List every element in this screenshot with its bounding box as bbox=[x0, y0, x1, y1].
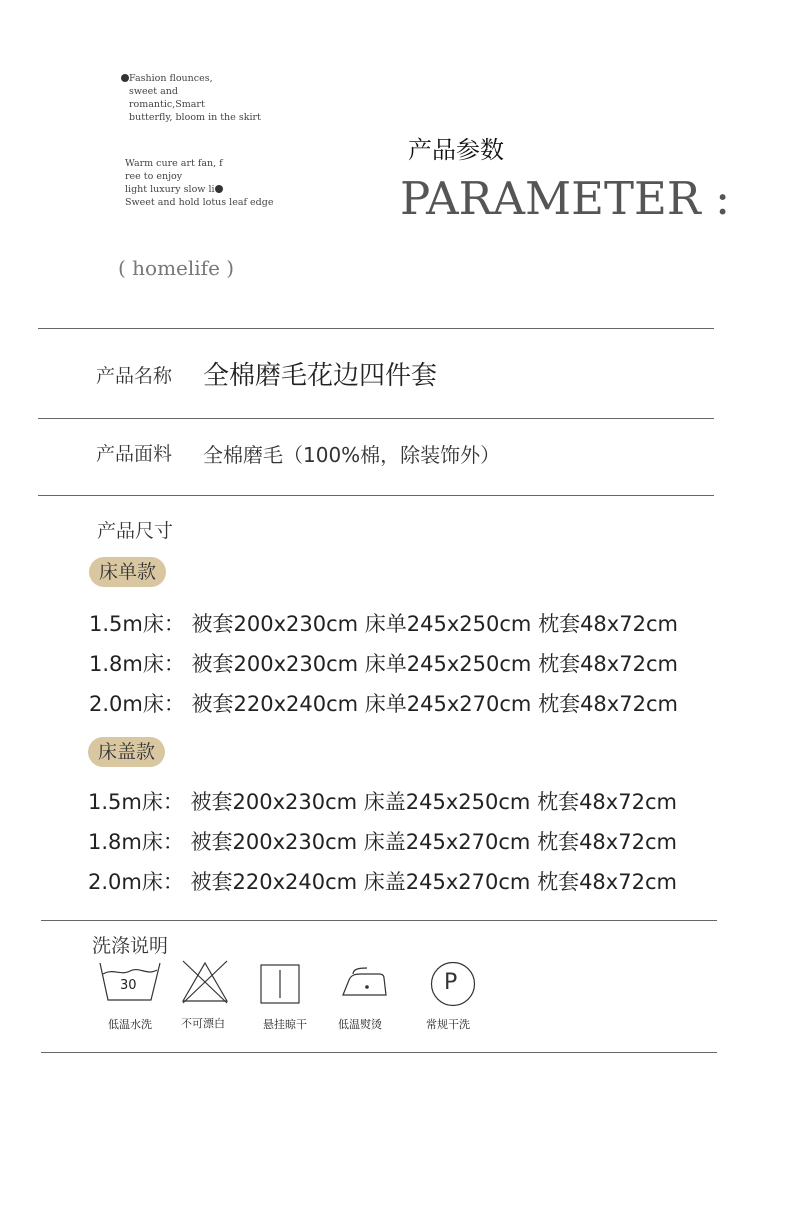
bullet-dot-icon bbox=[215, 185, 223, 193]
poem-line: butterfly, bloom in the skirt bbox=[129, 112, 261, 123]
size-row: 1.5m床： 被套200x230cm 床单245x250cm 枕套48x72cm bbox=[89, 612, 678, 636]
divider bbox=[38, 495, 714, 496]
product-name-value: 全棉磨毛花边四件套 bbox=[203, 361, 438, 391]
sheet-style-badge: 床单款 bbox=[89, 557, 166, 587]
poem-line: Warm cure art fan, f bbox=[125, 158, 223, 169]
divider bbox=[41, 1052, 717, 1053]
size-row: 2.0m床： 被套220x240cm 床单245x270cm 枕套48x72cm bbox=[89, 692, 678, 716]
size-row: 1.5m床： 被套200x230cm 床盖245x250cm 枕套48x72cm bbox=[88, 790, 677, 814]
care-label: 不可漂白 bbox=[181, 1017, 225, 1030]
cover-style-badge: 床盖款 bbox=[88, 737, 165, 767]
care-label: 常规干洗 bbox=[426, 1018, 470, 1031]
care-label: 悬挂晾干 bbox=[263, 1018, 307, 1031]
product-fabric-label: 产品面料 bbox=[96, 443, 173, 465]
dry-clean-symbol: P bbox=[444, 970, 458, 995]
product-size-label: 产品尺寸 bbox=[97, 520, 174, 542]
hang-dry-icon bbox=[260, 964, 300, 1004]
poem-block-1 bbox=[121, 72, 261, 124]
poem-line: romantic,Smart bbox=[129, 99, 205, 110]
size-row: 1.8m床： 被套200x230cm 床单245x250cm 枕套48x72cm bbox=[89, 652, 678, 676]
size-row: 1.8m床： 被套200x230cm 床盖245x270cm 枕套48x72cm bbox=[88, 830, 677, 854]
divider bbox=[41, 920, 717, 921]
poem-line: sweet and bbox=[129, 86, 178, 97]
low-temp-iron-icon bbox=[341, 966, 387, 998]
product-name-label: 产品名称 bbox=[96, 365, 173, 387]
poem-block-2 bbox=[125, 157, 273, 209]
product-fabric-value: 全棉磨毛（100%棉，除装饰外） bbox=[203, 443, 501, 467]
title-cn: 产品参数 bbox=[408, 136, 504, 164]
wash-temperature: 30 bbox=[120, 978, 137, 993]
divider bbox=[38, 328, 714, 329]
brand-label: ( homelife ) bbox=[118, 256, 235, 280]
divider bbox=[38, 418, 714, 419]
care-label: 低温熨烫 bbox=[338, 1018, 382, 1031]
poem-line: Fashion flounces, bbox=[129, 73, 213, 84]
title-en: PARAMETER : bbox=[400, 172, 731, 225]
bullet-dot-icon bbox=[121, 74, 129, 82]
care-title: 洗涤说明 bbox=[92, 935, 169, 957]
size-row: 2.0m床： 被套220x240cm 床盖245x270cm 枕套48x72cm bbox=[88, 870, 677, 894]
poem-line: light luxury slow li bbox=[125, 184, 215, 195]
poem-line: Sweet and hold lotus leaf edge bbox=[125, 197, 274, 208]
poem-line: ree to enjoy bbox=[125, 171, 183, 182]
care-label: 低温水洗 bbox=[108, 1018, 152, 1031]
no-bleach-icon bbox=[181, 959, 229, 1005]
